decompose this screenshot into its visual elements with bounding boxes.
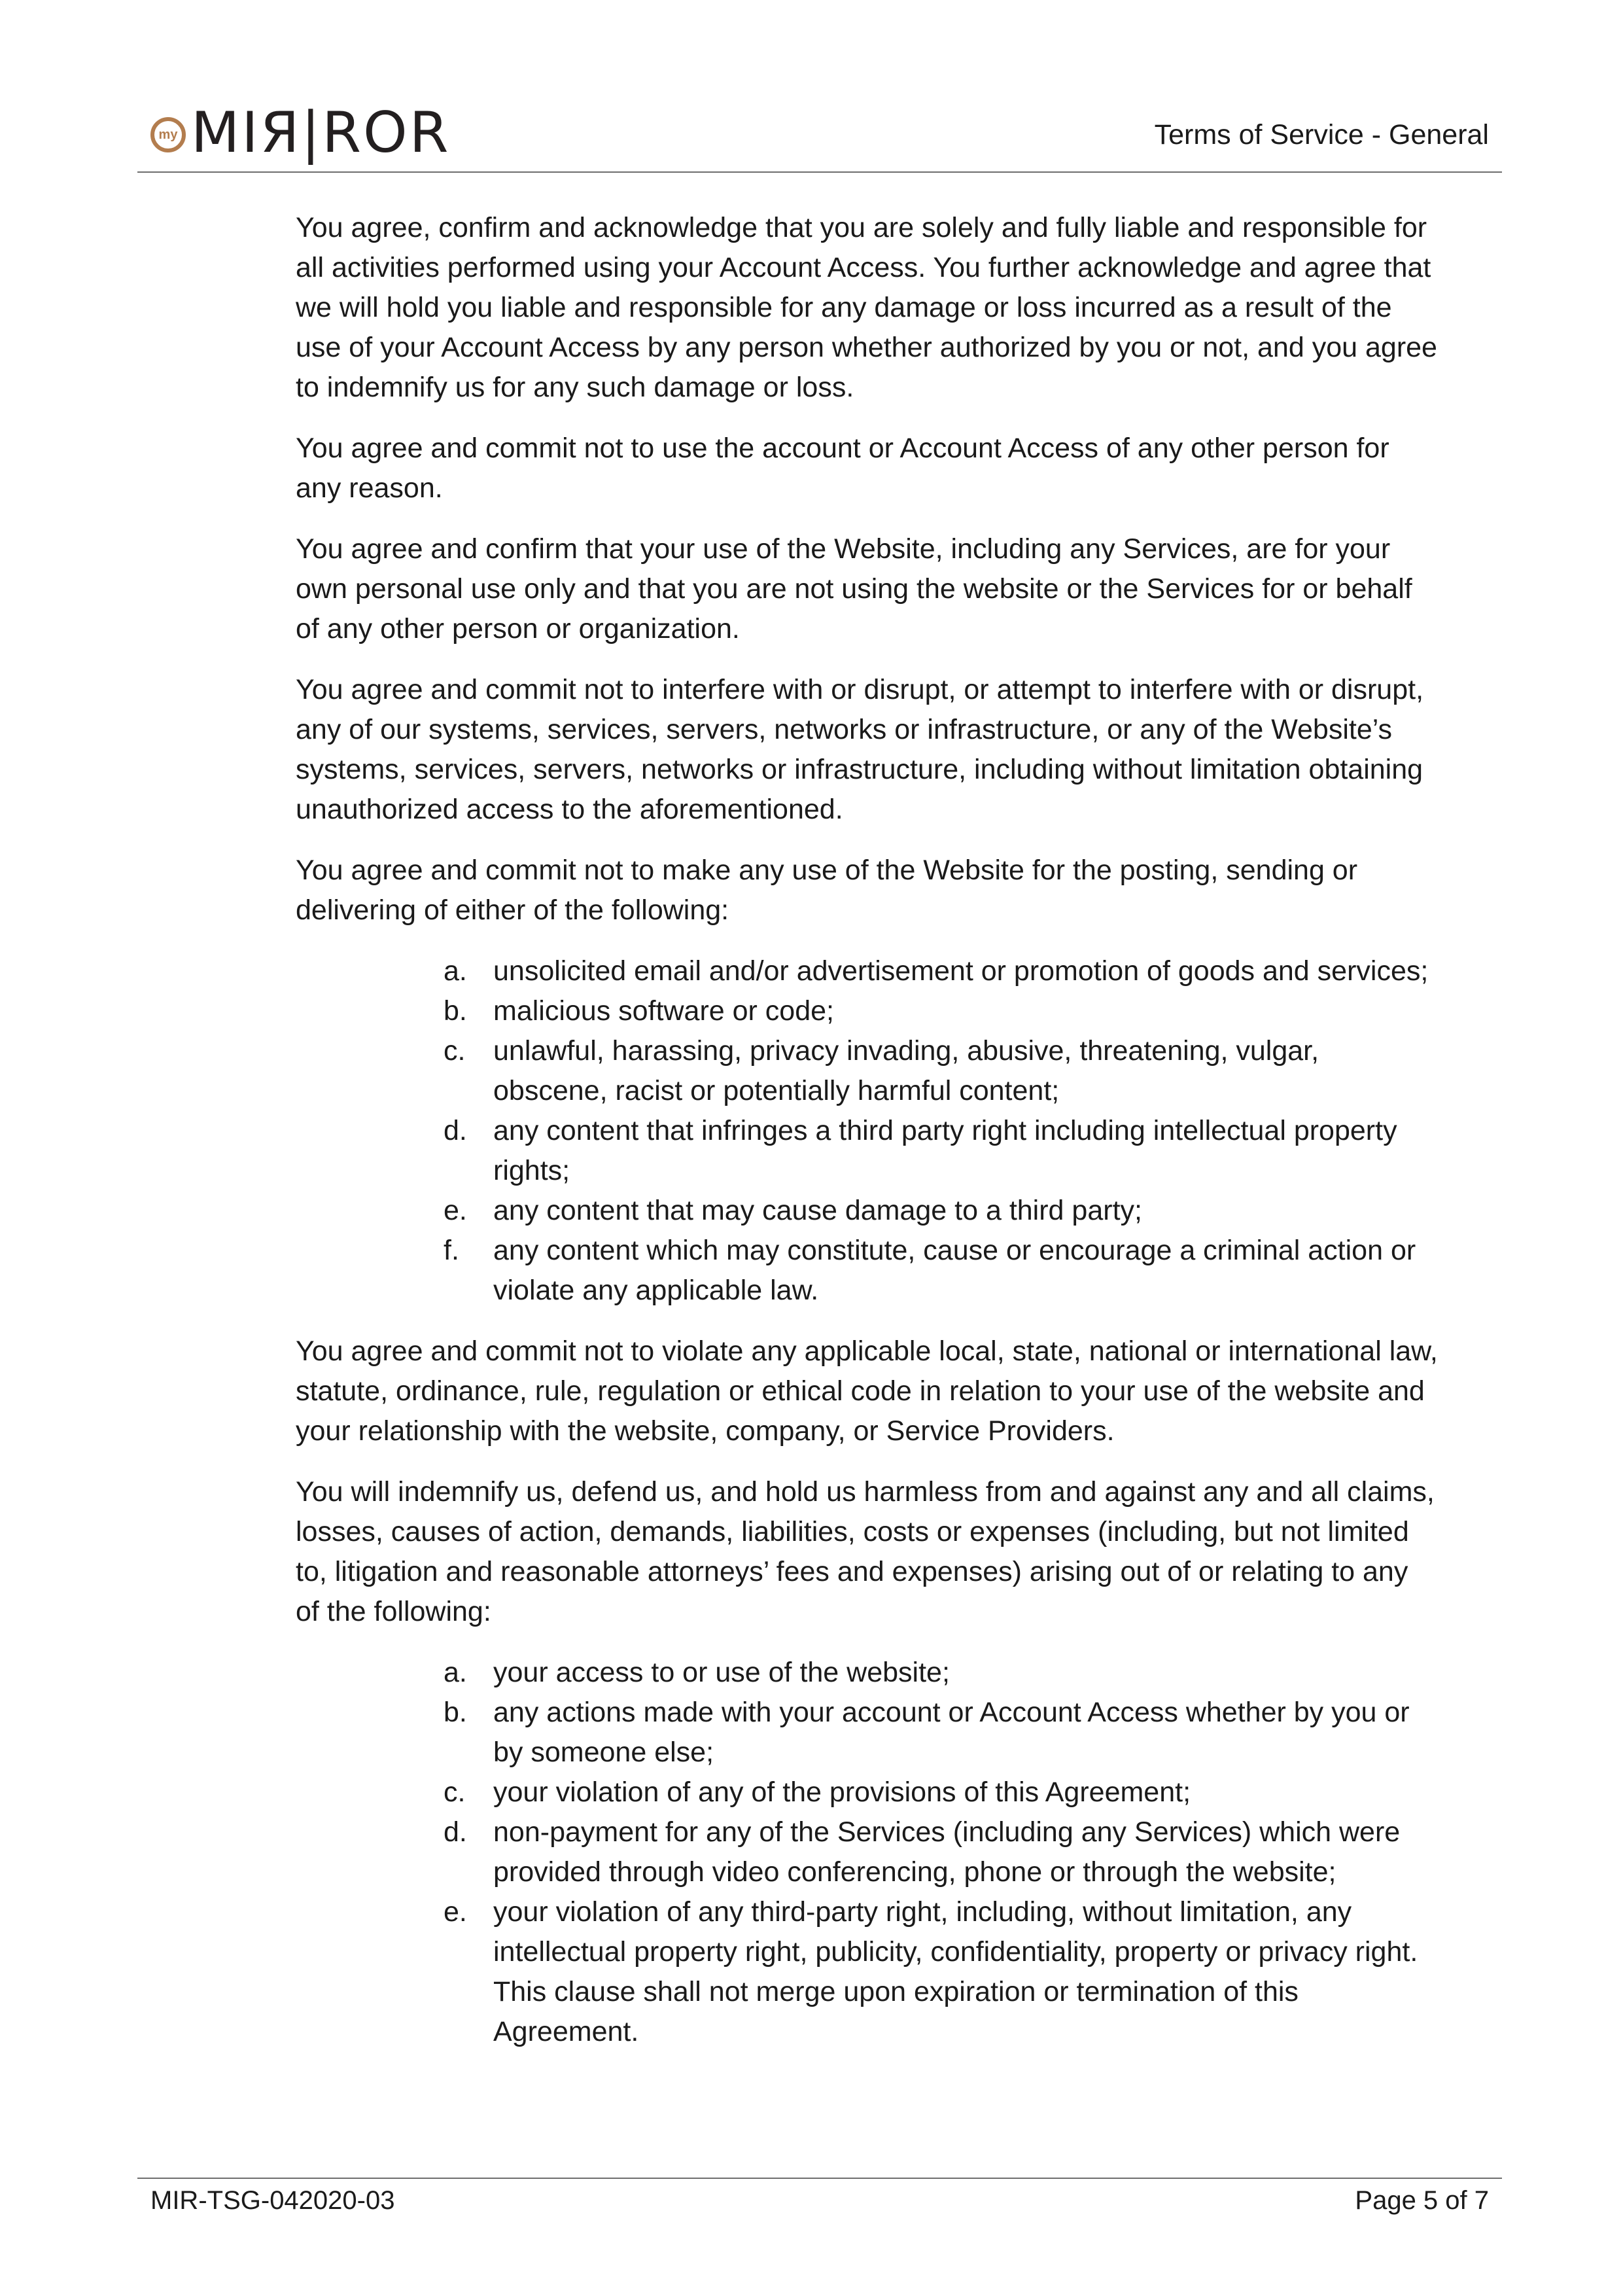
footer-divider xyxy=(137,2178,1502,2179)
list-item-text: your violation of any third-party right, including, without limitation, any intellectual property right, publicity, confidentiality, property or privacy right. This clause shall not merge upon expiration or termination of this Agreement. xyxy=(493,1896,1418,2047)
list-item xyxy=(296,1773,1439,1812)
logo-wordmark: MIЯ|ROR xyxy=(191,100,451,166)
paragraph-legal-compliance: You agree and commit not to violate any applicable local, state, national or international law, statute, ordinance, rule, regulation or ethical code in relation to your use of the website and your relationship with the website, company, or Service Providers. xyxy=(296,1335,1438,1447)
list-marker: c. xyxy=(444,1776,466,1808)
list-item-text: unsolicited email and/or advertisement or promotion of goods and services; xyxy=(493,955,1429,987)
list-marker: d. xyxy=(444,1115,467,1146)
list-item xyxy=(296,1892,1439,2052)
list-item-text: non-payment for any of the Services (including any Services) which were provided through video conferencing, phone or through the website; xyxy=(493,1816,1401,1888)
list-item xyxy=(296,1191,1439,1231)
list-item xyxy=(296,951,1439,991)
paragraph-no-interference: You agree and commit not to interfere with or disrupt, or attempt to interfere with or disrupt, any of our systems, services, servers, networks or infrastructure, or any of the Website’s systems, services, servers, networks or infrastructure, including without limitation obtaining unauthorized access to the aforementioned. xyxy=(296,674,1424,825)
list-marker: a. xyxy=(444,955,467,987)
list-item xyxy=(296,1111,1439,1191)
list-item-text: any actions made with your account or Account Access whether by you or by someone else; xyxy=(493,1697,1410,1768)
paragraph-indemnification: You will indemnify us, defend us, and hold us harmless from and against any and all claims, losses, causes of action, demands, liabilities, costs or expenses (including, but not limited to, litigation and reasonable attorneys’ fees and expenses) arising out of or relating to any of the following: xyxy=(296,1476,1435,1627)
logo-badge-icon: my xyxy=(150,117,186,152)
document-title: Terms of Service - General xyxy=(1154,119,1489,150)
list-item-text: any content that infringes a third party right including intellectual property rights; xyxy=(493,1115,1397,1186)
list-marker: f. xyxy=(444,1235,459,1266)
page-number: Page 5 of 7 xyxy=(1355,2186,1489,2215)
list-marker: a. xyxy=(444,1657,467,1688)
list-item xyxy=(296,1653,1439,1693)
prohibited-content-list xyxy=(296,951,1439,1311)
page-header xyxy=(137,92,1502,171)
list-marker: b. xyxy=(444,995,467,1027)
paragraph-account-liability: You agree, confirm and acknowledge that you are solely and fully liable and responsible for all activities performed using your Account Access. You further acknowledge and agree that we will hold you liable and responsible for any damage or loss incurred as a result of the use of your Account Access by any person whether authorized by you or not, and you agree to indemnify us for any such damage or loss. xyxy=(296,212,1437,403)
list-item-text: malicious software or code; xyxy=(493,995,834,1027)
list-item-text: unlawful, harassing, privacy invading, abusive, threatening, vulgar, obscene, racist or potentially harmful content; xyxy=(493,1035,1319,1106)
list-marker: b. xyxy=(444,1697,467,1728)
list-marker: e. xyxy=(444,1195,467,1226)
list-marker: e. xyxy=(444,1896,467,1928)
list-item xyxy=(296,1231,1439,1311)
list-item xyxy=(296,1812,1439,1892)
mirror-logo xyxy=(150,97,451,169)
list-item xyxy=(296,1031,1439,1111)
list-item-text: your access to or use of the website; xyxy=(493,1657,950,1688)
list-item xyxy=(296,991,1439,1031)
list-marker: c. xyxy=(444,1035,466,1067)
list-marker: d. xyxy=(444,1816,467,1848)
header-divider xyxy=(137,171,1502,173)
list-item-text: any content that may cause damage to a third party; xyxy=(493,1195,1142,1226)
list-item-text: any content which may constitute, cause or encourage a criminal action or violate any applicable law. xyxy=(493,1235,1416,1306)
indemnification-list xyxy=(296,1653,1439,2052)
list-item xyxy=(296,1693,1439,1773)
document-code: MIR-TSG-042020-03 xyxy=(150,2186,395,2215)
document-body xyxy=(296,208,1439,2073)
list-item-text: your violation of any of the provisions of this Agreement; xyxy=(493,1776,1191,1808)
paragraph-other-accounts: You agree and commit not to use the account or Account Access of any other person for any reason. xyxy=(296,433,1389,504)
paragraph-personal-use: You agree and confirm that your use of the Website, including any Services, are for your own personal use only and that you are not using the website or the Services for or behalf of any other person or organization. xyxy=(296,533,1412,645)
paragraph-posting-restrictions: You agree and commit not to make any use of the Website for the posting, sending or delivering of either of the following: xyxy=(296,855,1358,926)
